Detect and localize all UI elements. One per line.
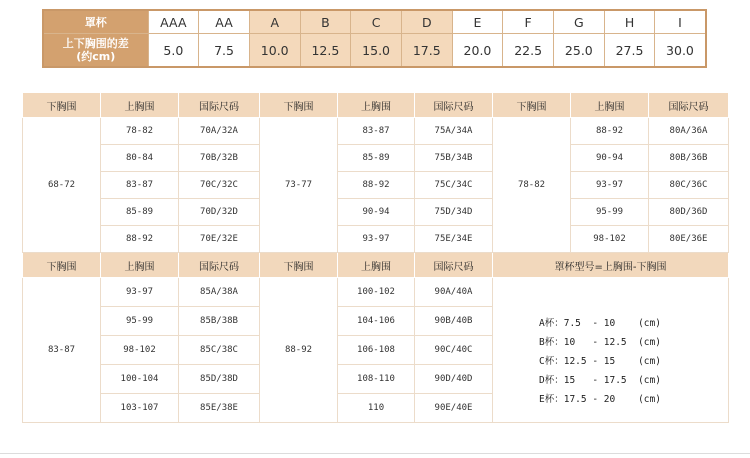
under-bust-cell: 83-87 (23, 278, 101, 423)
upper-bust-cell: 100-104 (101, 365, 179, 394)
upper-bust-cell: 88-92 (101, 226, 179, 253)
upper-bust-cell: 98-102 (571, 226, 649, 253)
formula-lines (493, 278, 728, 409)
upper-bust-cell: 85-89 (338, 145, 415, 172)
diff-cell: 25.0 (554, 34, 605, 68)
header-under-bust: 下胸围 (260, 253, 338, 278)
formula-line: D杯：15 - 17.5 (cm) (539, 375, 661, 386)
table-row (23, 145, 729, 172)
intl-size-cell: 70D/32D (179, 199, 260, 226)
upper-bust-cell: 80-84 (101, 145, 179, 172)
upper-bust-cell: 106-108 (338, 336, 415, 365)
formula-line: C杯：12.5 - 15 (cm) (539, 356, 661, 367)
cup-label: 罩杯 (43, 10, 148, 34)
upper-bust-cell: 88-92 (571, 118, 649, 145)
header-upper-bust: 上胸围 (338, 93, 415, 118)
header-upper-bust: 上胸围 (101, 253, 179, 278)
cup-row (43, 10, 706, 34)
upper-bust-cell: 88-92 (338, 172, 415, 199)
header-intl-size: 国际尺码 (649, 93, 729, 118)
intl-size-cell: 85D/38D (179, 365, 260, 394)
diff-cell: 7.5 (199, 34, 250, 68)
upper-bust-cell: 83-87 (338, 118, 415, 145)
intl-size-cell: 80D/36D (649, 199, 729, 226)
intl-size-cell: 70E/32E (179, 226, 260, 253)
table-row (23, 118, 729, 145)
under-bust-cell: 88-92 (260, 278, 338, 423)
header-intl-size: 国际尺码 (415, 253, 493, 278)
header-upper-bust: 上胸围 (338, 253, 415, 278)
diff-row (43, 34, 706, 68)
intl-size-cell: 85C/38C (179, 336, 260, 365)
intl-size-cell: 90C/40C (415, 336, 493, 365)
header-row (23, 93, 729, 118)
formula-title: 罩杯型号=上胸围-下胸围 (493, 253, 729, 278)
cup-formula-box (493, 278, 729, 423)
diff-cell: 27.5 (604, 34, 655, 68)
diff-label-line2: (约cm) (76, 50, 116, 63)
upper-bust-cell: 90-94 (571, 145, 649, 172)
diff-label (43, 34, 148, 68)
header-row (23, 253, 729, 278)
upper-bust-cell: 95-99 (571, 199, 649, 226)
cup-cell: E (452, 10, 503, 34)
cup-cell: I (655, 10, 706, 34)
cup-cell: H (604, 10, 655, 34)
header-upper-bust: 上胸围 (101, 93, 179, 118)
upper-bust-cell: 93-97 (571, 172, 649, 199)
cup-cell: C (351, 10, 402, 34)
diff-cell: 5.0 (148, 34, 199, 68)
cup-cell: AA (199, 10, 250, 34)
cup-cell: B (300, 10, 351, 34)
diff-cell: 15.0 (351, 34, 402, 68)
upper-bust-cell: 98-102 (101, 336, 179, 365)
cup-cell: F (503, 10, 554, 34)
intl-size-cell: 90A/40A (415, 278, 493, 307)
formula-line: E杯：17.5 - 20 (cm) (539, 394, 661, 405)
formula-line: B杯：10 - 12.5 (cm) (539, 337, 661, 348)
diff-cell: 17.5 (401, 34, 452, 68)
diff-cell: 10.0 (249, 34, 300, 68)
cup-cell: D (401, 10, 452, 34)
intl-size-cell: 75C/34C (415, 172, 493, 199)
diff-cell: 12.5 (300, 34, 351, 68)
intl-size-cell: 90B/40B (415, 307, 493, 336)
upper-bust-cell: 103-107 (101, 394, 179, 423)
header-intl-size: 国际尺码 (179, 253, 260, 278)
header-under-bust: 下胸围 (23, 93, 101, 118)
intl-size-cell: 75E/34E (415, 226, 493, 253)
intl-size-cell: 70A/32A (179, 118, 260, 145)
intl-size-cell: 75D/34D (415, 199, 493, 226)
intl-size-cell: 85B/38B (179, 307, 260, 336)
table-row (23, 278, 729, 307)
header-intl-size: 国际尺码 (179, 93, 260, 118)
under-bust-cell: 78-82 (493, 118, 571, 253)
upper-bust-cell: 100-102 (338, 278, 415, 307)
upper-bust-cell: 104-106 (338, 307, 415, 336)
intl-size-cell: 90D/40D (415, 365, 493, 394)
upper-bust-cell: 110 (338, 394, 415, 423)
intl-size-cell: 80A/36A (649, 118, 729, 145)
upper-bust-cell: 90-94 (338, 199, 415, 226)
header-under-bust: 下胸围 (493, 93, 571, 118)
header-intl-size: 国际尺码 (415, 93, 493, 118)
bottom-divider (0, 453, 750, 454)
intl-size-cell: 70B/32B (179, 145, 260, 172)
cup-cell: G (554, 10, 605, 34)
intl-size-cell: 85A/38A (179, 278, 260, 307)
intl-size-cell: 85E/38E (179, 394, 260, 423)
upper-bust-cell: 83-87 (101, 172, 179, 199)
intl-size-cell: 80E/36E (649, 226, 729, 253)
upper-bust-cell: 78-82 (101, 118, 179, 145)
upper-bust-cell: 95-99 (101, 307, 179, 336)
under-bust-cell: 68-72 (23, 118, 101, 253)
cup-difference-table (42, 9, 707, 68)
cup-cell: AAA (148, 10, 199, 34)
cup-cell: A (249, 10, 300, 34)
formula-line: A杯：7.5 - 10 (cm) (539, 318, 661, 329)
intl-size-cell: 80C/36C (649, 172, 729, 199)
intl-size-cell: 75A/34A (415, 118, 493, 145)
diff-label-line1: 上下胸围的差 (62, 37, 129, 50)
header-under-bust: 下胸围 (23, 253, 101, 278)
header-under-bust: 下胸围 (260, 93, 338, 118)
table-row (23, 199, 729, 226)
table-row (23, 172, 729, 199)
diff-cell: 20.0 (452, 34, 503, 68)
upper-bust-cell: 85-89 (101, 199, 179, 226)
diff-cell: 22.5 (503, 34, 554, 68)
intl-size-cell: 80B/36B (649, 145, 729, 172)
under-bust-cell: 73-77 (260, 118, 338, 253)
intl-size-cell: 90E/40E (415, 394, 493, 423)
intl-size-cell: 75B/34B (415, 145, 493, 172)
upper-bust-cell: 108-110 (338, 365, 415, 394)
intl-size-cell: 70C/32C (179, 172, 260, 199)
diff-cell: 30.0 (655, 34, 706, 68)
size-conversion-table (22, 92, 729, 423)
table-row (23, 226, 729, 253)
upper-bust-cell: 93-97 (338, 226, 415, 253)
header-upper-bust: 上胸围 (571, 93, 649, 118)
upper-bust-cell: 93-97 (101, 278, 179, 307)
